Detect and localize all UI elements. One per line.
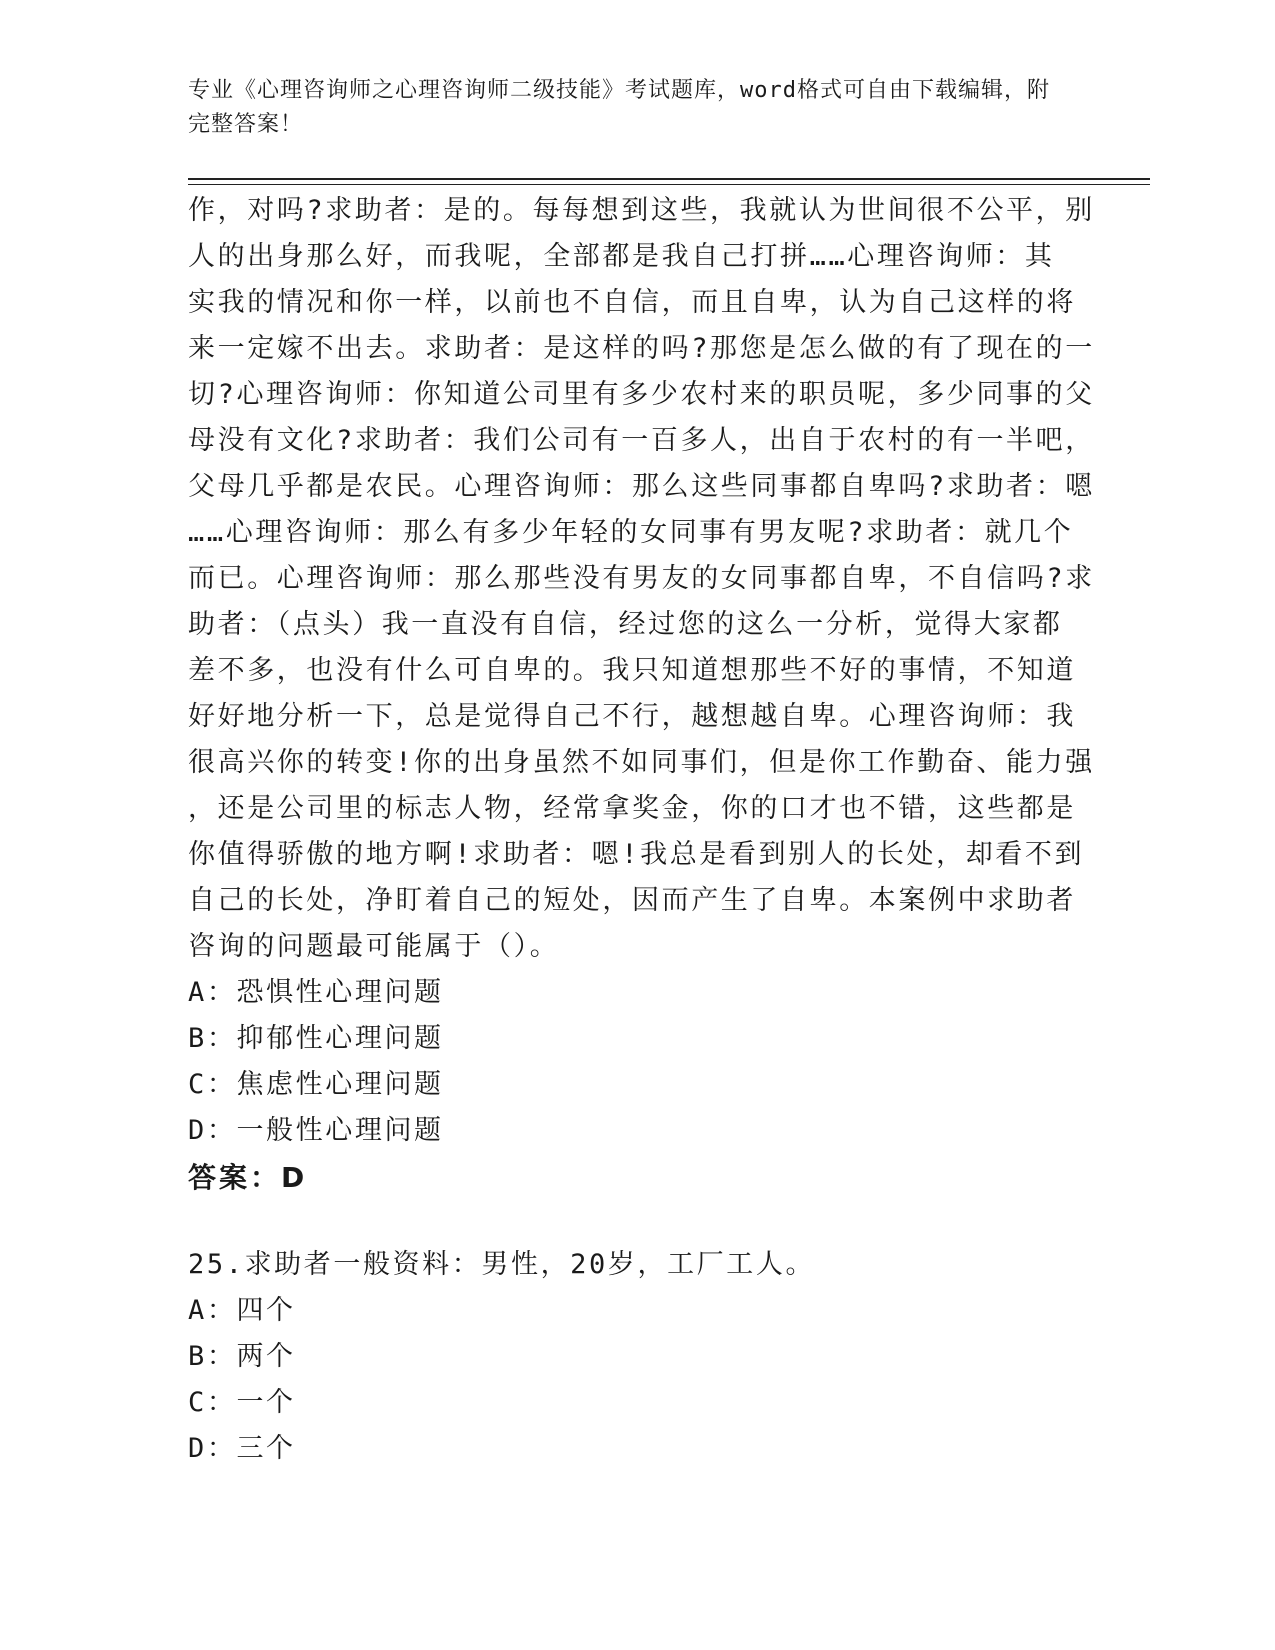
question-text-line: 而已。心理咨询师：那么那些没有男友的女同事都自卑，不自信吗?求 [188,563,1095,594]
question-stem: 25.求助者一般资料：男性，20岁，工厂工人。 [188,1249,816,1280]
question-text-line: 咨询的问题最可能属于（）。 [188,931,560,962]
header-rule-thick [188,178,1150,180]
question-24 [188,188,1095,1202]
question-text-line: ，还是公司里的标志人物，经常拿奖金，你的口才也不错，这些都是 [188,793,1076,824]
question-text-line: 好好地分析一下，总是觉得自己不行，越想越自卑。心理咨询师：我 [188,701,1076,732]
question-text-line: 差不多，也没有什么可自卑的。我只知道想那些不好的事情，不知道 [188,655,1076,686]
question-text-line: 自己的长处，净盯着自己的短处，因而产生了自卑。本案例中求助者 [188,885,1076,916]
option-d: D：一般性心理问题 [188,1115,444,1146]
question-text-line: 作，对吗?求助者：是的。每每想到这些，我就认为世间很不公平，别 [188,195,1095,226]
question-text-line: 实我的情况和你一样，以前也不自信，而且自卑，认为自己这样的将 [188,287,1076,318]
question-25 [188,1242,1088,1472]
question-text-line: ……心理咨询师：那么有多少年轻的女同事有男友呢?求助者：就几个 [188,517,1074,548]
answer-text: 答案：D [188,1161,308,1194]
question-text-line: 人的出身那么好，而我呢，全部都是我自己打拼……心理咨询师：其 [188,241,1055,272]
option-d: D：三个 [188,1433,296,1464]
option-b: B：两个 [188,1341,296,1372]
option-a: A：恐惧性心理问题 [188,977,444,1008]
question-text-line: 父母几乎都是农民。心理咨询师：那么这些同事都自卑吗?求助者：嗯 [188,471,1095,502]
question-text-line: 母没有文化?求助者：我们公司有一百多人，出自于农村的有一半吧， [188,425,1095,456]
document-body [188,188,1095,1472]
option-a: A：四个 [188,1295,296,1326]
question-text-line: 你值得骄傲的地方啊!求助者：嗯!我总是看到别人的长处，却看不到 [188,839,1085,870]
question-text-line: 助者：（点头）我一直没有自信，经过您的这么一分析，觉得大家都 [188,609,1063,640]
question-text-line: 来一定嫁不出去。求助者：是这样的吗?那您是怎么做的有了现在的一 [188,333,1095,364]
page-header: 专业《心理咨询师之心理咨询师二级技能》考试题库，word格式可自由下载编辑，附完整答案！ [188,78,1050,137]
header-rule-thin [188,184,1150,185]
question-text-line: 切?心理咨询师：你知道公司里有多少农村来的职员呢，多少同事的父 [188,379,1095,410]
option-c: C：一个 [188,1387,296,1418]
question-text-line: 很高兴你的转变!你的出身虽然不如同事们，但是你工作勤奋、能力强 [188,747,1095,778]
option-c: C：焦虑性心理问题 [188,1069,444,1100]
option-b: B：抑郁性心理问题 [188,1023,444,1054]
